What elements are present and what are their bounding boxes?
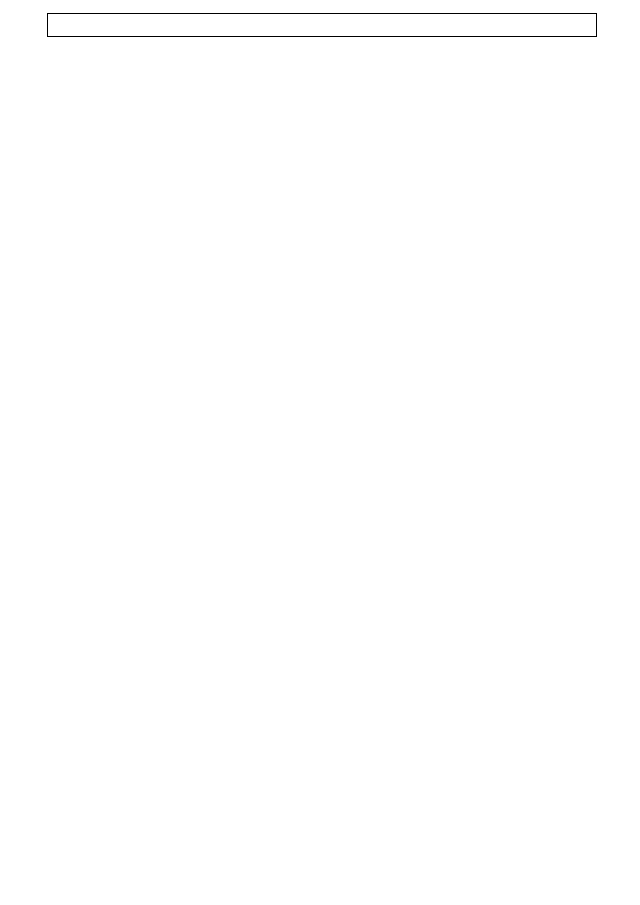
- table-title-row: [48, 14, 597, 37]
- boundary-coordinates-table: [47, 13, 597, 37]
- table-title: [48, 14, 597, 37]
